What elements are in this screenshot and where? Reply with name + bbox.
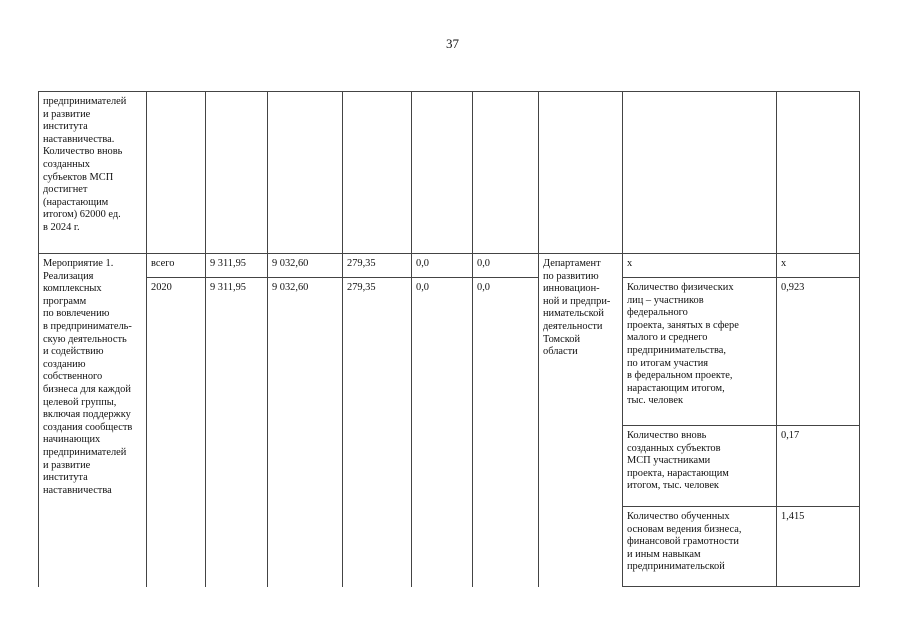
indicator-cell: x	[623, 254, 777, 278]
indicator-cell: Количество физических лиц – участников федерального проекта, занятых в сфере малого и среднего предпринимательства, по итогам участия в федеральном проекте, нарастающим итогом, тыс. человек	[623, 278, 777, 426]
indicator-cell: Количество обученных основам ведения бизнеса, финансовой грамотности и иным навыкам предпринимательской	[623, 507, 777, 587]
table-row-2020	[39, 278, 860, 426]
empty-cell	[777, 92, 860, 254]
total-cell: 9 311,95	[206, 254, 268, 278]
indicator-value-cell: x	[777, 254, 860, 278]
federal-cell: 9 032,60	[268, 278, 343, 587]
empty-cell	[268, 92, 343, 254]
empty-cell	[206, 92, 268, 254]
indicator-cell: Количество вновь созданных субъектов МСП участниками проекта, нарастающим итогом, тыс. человек	[623, 426, 777, 507]
program-table	[38, 91, 860, 587]
table-row-total	[39, 254, 860, 278]
local-cell: 0,0	[412, 278, 473, 587]
other-cell: 0,0	[473, 254, 539, 278]
indicator-value-cell: 0,923	[777, 278, 860, 426]
indicator-value-cell: 1,415	[777, 507, 860, 587]
regional-cell: 279,35	[343, 254, 412, 278]
period-cell: всего	[147, 254, 206, 278]
other-cell: 0,0	[473, 278, 539, 587]
measure-name: Мероприятие 1. Реализация комплексных программ по вовлечению в предприниматель- скую деятельность и содействию созданию собственного бизнеса для каждой целевой группы, включая поддержку создания сообществ начинающих предпринимателей и развитие института наставничества	[43, 258, 133, 496]
empty-cell	[147, 92, 206, 254]
continued-description-cell: предпринимателей и развитие института наставничества. Количество вновь созданных субъектов МСП достигнет (нарастающим итогом) 62000 ед. в 2024 г.	[39, 92, 147, 254]
period-cell: 2020	[147, 278, 206, 587]
empty-cell	[473, 92, 539, 254]
measure-name-cell	[39, 254, 147, 587]
indicator-value-cell: 0,17	[777, 426, 860, 507]
page-number: 37	[446, 36, 459, 51]
empty-cell	[343, 92, 412, 254]
local-cell: 0,0	[412, 254, 473, 278]
regional-cell: 279,35	[343, 278, 412, 587]
total-cell: 9 311,95	[206, 278, 268, 587]
table-row-continued	[39, 92, 860, 254]
executor-cell: Департамент по развитию инновацион- ной и предпри- нимательской деятельности Томской области	[539, 254, 623, 587]
empty-cell	[623, 92, 777, 254]
empty-cell	[412, 92, 473, 254]
federal-cell: 9 032,60	[268, 254, 343, 278]
empty-cell	[539, 92, 623, 254]
